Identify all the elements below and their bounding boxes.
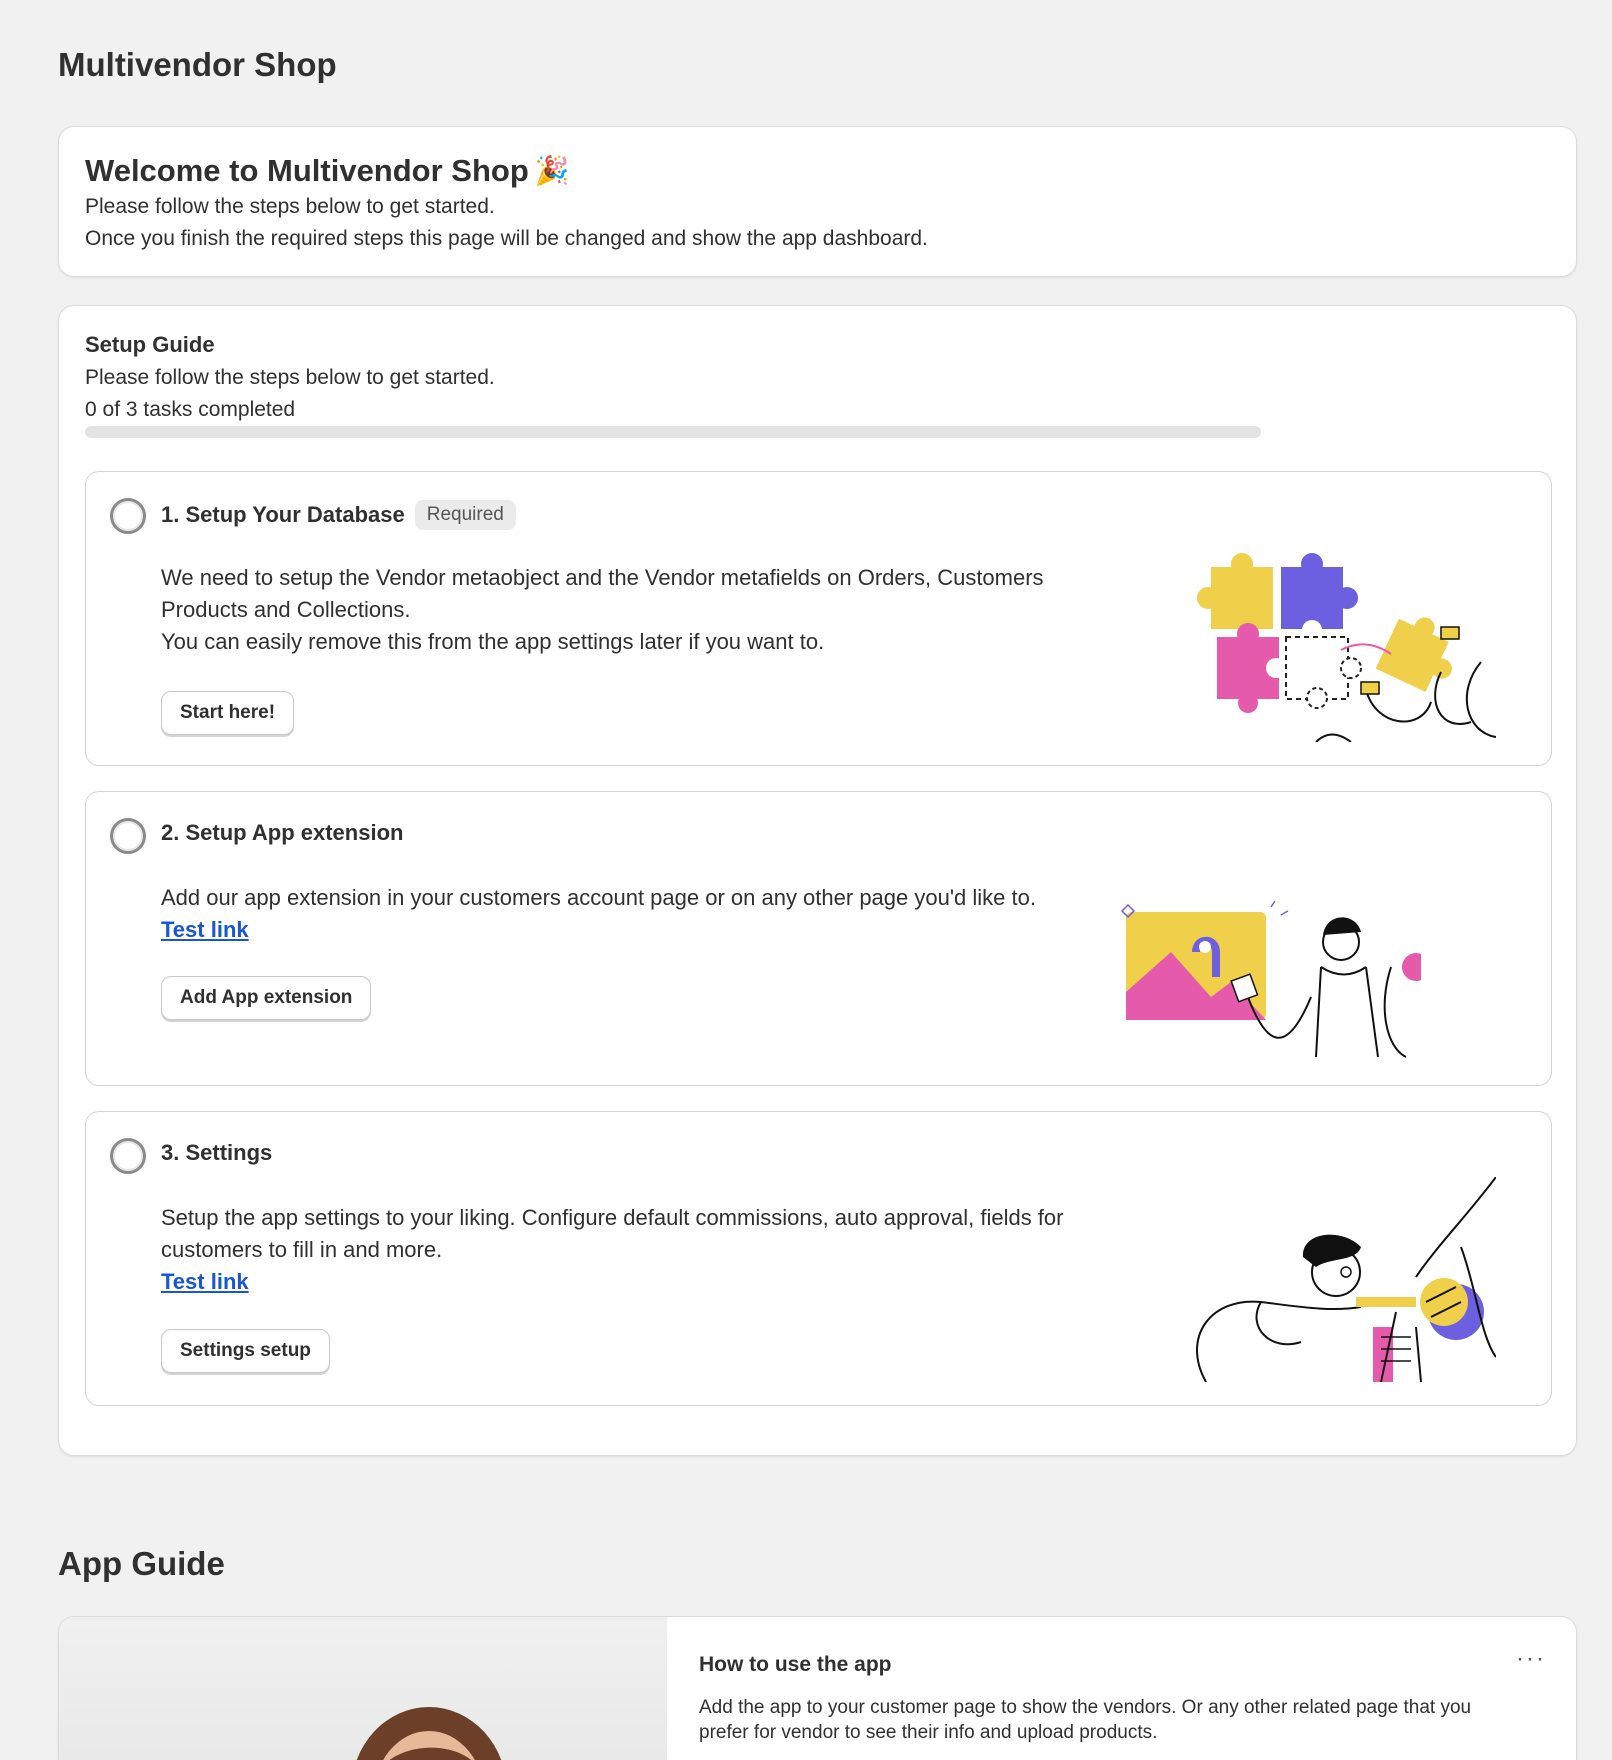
- guide-card-heading: How to use the app: [699, 1653, 892, 1676]
- task-1-line-2: You can easily remove this from the app settings later if you want to.: [161, 629, 825, 654]
- task-1-description: [161, 562, 1121, 658]
- task-3-description: [161, 1202, 1161, 1298]
- app-guide-title: App Guide: [58, 1545, 225, 1582]
- page-title: Multivendor Shop: [58, 46, 337, 83]
- task-1-checkbox[interactable]: [110, 498, 146, 534]
- setup-guide-title: Setup Guide: [85, 332, 215, 357]
- task-settings: [85, 1111, 1552, 1406]
- task-3-checkbox[interactable]: [110, 1138, 146, 1174]
- person-pouring-illustration: [1191, 1177, 1496, 1382]
- progress-bar: [85, 426, 1261, 438]
- task-1-title-row: [161, 500, 516, 530]
- woman-portrait-image: [59, 1617, 667, 1760]
- task-3-title: 3. Settings: [161, 1140, 273, 1165]
- task-setup-database: [85, 471, 1552, 766]
- task-3-line-1: Setup the app settings to your liking. Configure default commissions, auto approval, fields for customers to fill in and more.: [161, 1205, 1064, 1262]
- setup-guide-card: [58, 305, 1577, 1456]
- welcome-card: [58, 126, 1577, 277]
- task-1-line-1: We need to setup the Vendor metaobject and the Vendor metafields on Orders, Customers Products and Collections.: [161, 565, 1044, 622]
- person-with-picture-illustration: [1116, 897, 1421, 1062]
- app-guide-card: [58, 1616, 1577, 1760]
- task-2-title: 2. Setup App extension: [161, 820, 404, 845]
- start-here-button[interactable]: Start here!: [161, 691, 294, 735]
- settings-setup-button[interactable]: Settings setup: [161, 1329, 330, 1373]
- task-setup-app-extension: [85, 791, 1552, 1086]
- task-2-checkbox[interactable]: [110, 818, 146, 854]
- setup-guide-subtitle: Please follow the steps below to get started.: [85, 366, 495, 389]
- welcome-title-text: Welcome to Multivendor Shop: [85, 153, 529, 188]
- welcome-line-1: Please follow the steps below to get started.: [85, 195, 495, 218]
- guide-card-text: Add the app to your customer page to show the vendors. Or any other related page that you prefer for vendor to see their info and upload products.: [699, 1697, 1472, 1743]
- task-1-title: 1. Setup Your Database: [161, 502, 405, 527]
- task-2-description: [161, 882, 1161, 946]
- tasks-progress-text: 0 of 3 tasks completed: [85, 398, 296, 421]
- required-badge: Required: [415, 500, 516, 530]
- add-app-extension-button[interactable]: Add App extension: [161, 976, 371, 1020]
- ellipsis-icon[interactable]: ···: [1516, 1645, 1546, 1672]
- task-2-line-1: Add our app extension in your customers account page or on any other page you'd like to.: [161, 885, 1036, 910]
- welcome-line-2: Once you finish the required steps this page will be changed and show the app dashboard.: [85, 227, 928, 250]
- puzzle-pieces-illustration: [1191, 542, 1496, 742]
- guide-video-thumbnail[interactable]: [59, 1617, 667, 1760]
- task-2-test-link[interactable]: Test link: [161, 917, 249, 942]
- task-3-test-link[interactable]: Test link: [161, 1269, 249, 1294]
- welcome-title: [85, 151, 1550, 191]
- party-popper-icon: 🎉: [534, 155, 570, 186]
